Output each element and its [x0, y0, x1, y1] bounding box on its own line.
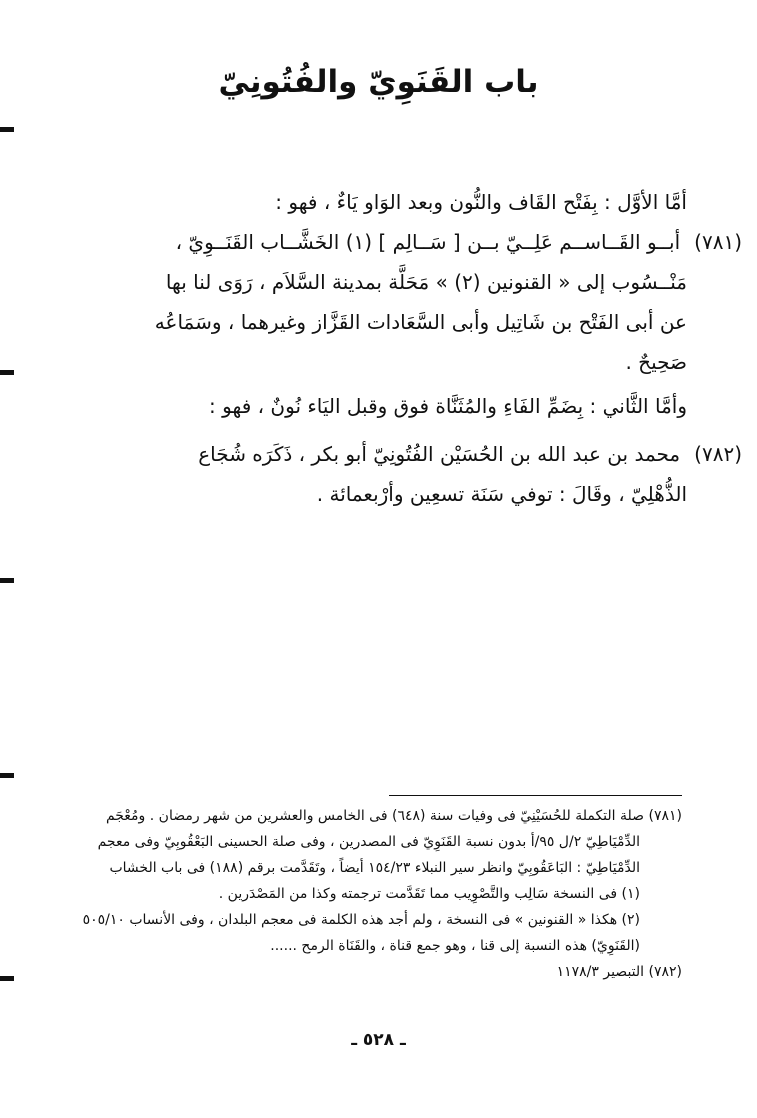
entry-782	[67, 434, 742, 514]
footnotes	[72, 803, 682, 985]
entry-781-text: أبــو القَــاســم عَلِــيّ بــن [ سَــالِم ] (١) الخَشَّــاب القَنَــوِيّ ،	[175, 230, 681, 254]
scan-edge-mark	[0, 976, 14, 981]
footnote-line: (٧٨١) صلة التكملة للحُسَيْنِيّ فى وفيات سنة (٦٤٨) فى الخامس والعشرين من شهر رمضان . ومُعْجَم	[105, 808, 682, 824]
entry-781-line: صَحِيحٌ .	[625, 350, 687, 374]
scan-edge-mark	[0, 578, 14, 583]
page-number: ـ ٥٢٨ ـ	[351, 1030, 406, 1050]
footnote-divider	[389, 795, 682, 796]
footnote-line: (٧٨٢) التبصير ١١٧٨/٣	[556, 964, 682, 980]
entry-number: (٧٨٢)	[694, 442, 742, 466]
scan-edge-mark	[0, 370, 14, 375]
scan-edge-mark	[0, 127, 14, 132]
footnote-line: (٢) هكذا « القنونين » فى النسخة ، ولم أجد هذه الكلمة فى معجم البلدان ، وفى الأنساب ٥٠٥/١٠	[82, 912, 640, 928]
entry-782-text: محمد بن عبد الله بن الحُسَيْن الفُتُونِيّ أبو بكر ، ذَكَرَه شُجَاع	[198, 442, 681, 466]
scan-edge-mark	[0, 773, 14, 778]
entry-781-line: مَنْــسُوب إلى « القنونين (٢) » مَحَلَّة بمدينة السَّلاَم ، رَوَى لنا بها	[165, 270, 687, 294]
entry-781-line	[67, 222, 742, 262]
entry-number: (٧٨١)	[694, 230, 742, 254]
entry-782-line	[67, 434, 742, 474]
footnote-line: (١) فى النسخة سَالِب والتَّصْوِيب مما تَقَدَّمت ترجمته وكذا من المَصْدَرين .	[218, 886, 640, 902]
entry-781-line: عن أبى الفَتْح بن شَاتِيل وأبى السَّعَادات القَزَّاز وغيرهما ، وسَمَاعُه	[154, 310, 687, 334]
footnote-line: (القَنَوِيّ) هذه النسبة إلى قنا ، وهو جمع قناة ، والقَنَاة الرمح ......	[270, 938, 640, 954]
page-title: باب القَنَوِيّ والفُتُونِيّ	[218, 64, 539, 100]
footnote-line: الدِّمْيَاطِيّ ٢/ل ٩٥/أ بدون نسبة القَنَوِيّ فى المصدرين ، وفى صلة الحسينى البَعْقُوبِيّ وفى معجم	[97, 834, 640, 850]
entry-781	[67, 222, 742, 382]
main-text	[67, 182, 742, 514]
section-intro-first: أمَّا الأوَّل : بِفَتْح القَاف والنُّون وبعد الوَاو يَاءٌ ، فهو :	[275, 190, 687, 214]
section-intro-second: وأمَّا الثَّاني : بِضَمِّ الفَاءِ والمُثَنَّاة فوق وقبل اليَاء نُونٌ ، فهو :	[209, 394, 687, 418]
entry-782-line: الذُّهْلِيّ ، وقَالَ : توفي سَنَة تسعِين وأرْبعمائة .	[316, 482, 687, 506]
footnote-line: الدِّمْيَاطِيّ : البَاعَقُوبِيّ وانظر سير النبلاء ١٥٤/٢٣ أيضاً ، وتَقَدَّمت برقم (١٨٨) فى باب الخشاب	[109, 860, 640, 876]
